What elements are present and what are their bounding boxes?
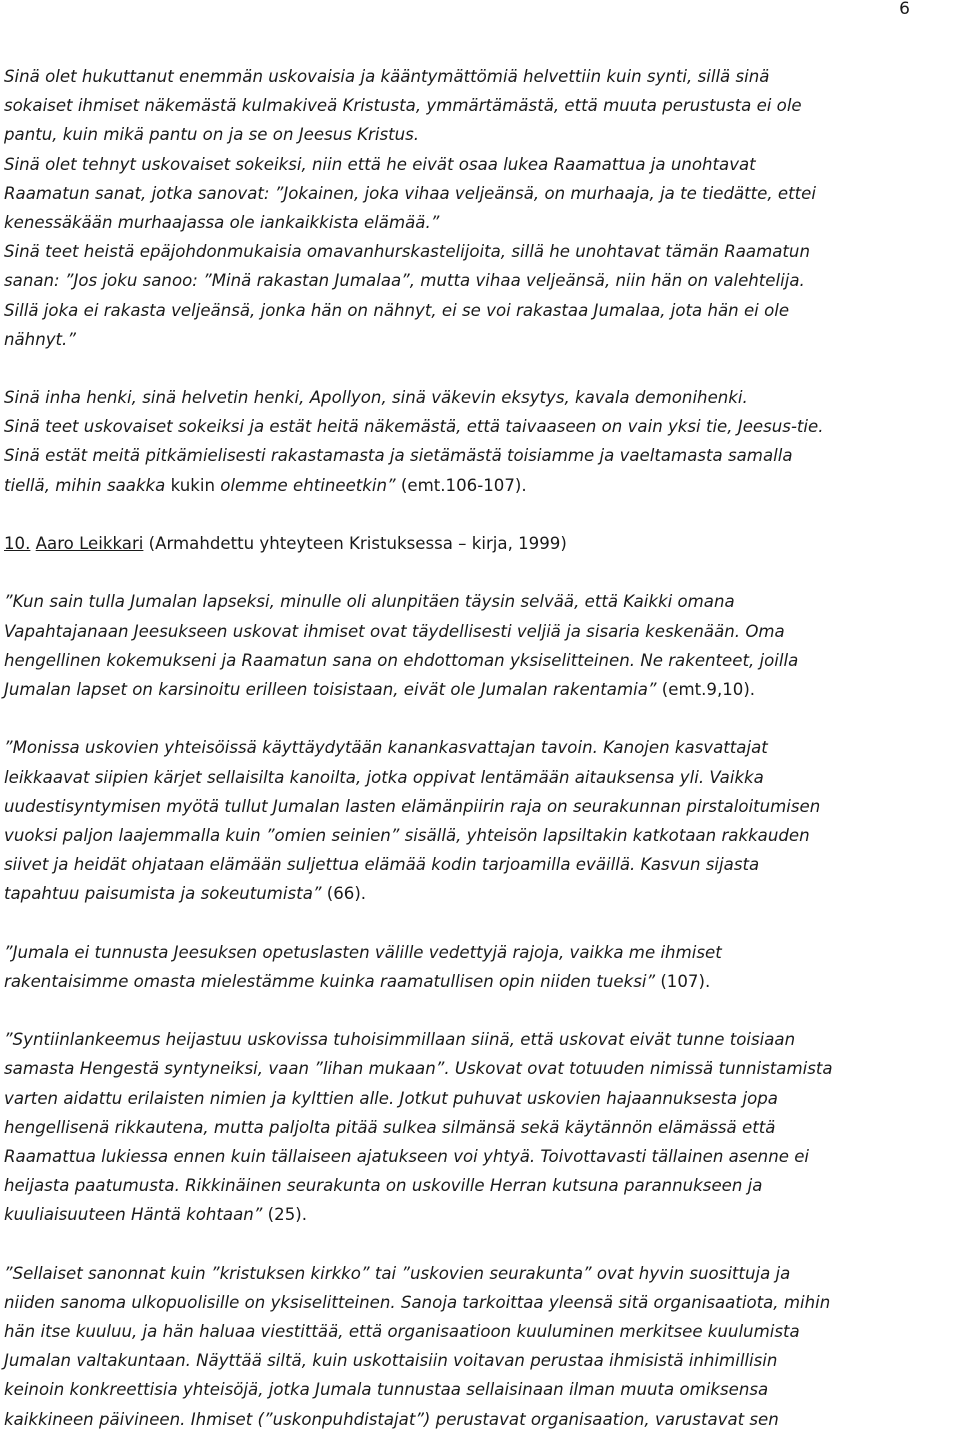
- text-line: ”Sellaiset sanonnat kuin ”kristuksen kirkko” tai ”uskovien seurakunta” ovat hyvin suosittuja ja: [4, 1263, 791, 1283]
- text-line: ”Jumala ei tunnusta Jeesuksen opetuslasten välille vedettyjä rajoja, vaikka me ihmiset: [4, 942, 722, 962]
- text-line: vuoksi paljon laajemmalla kuin ”omien seinien” sisällä, yhteisön lapsiltakin katkotaan rakkauden: [4, 825, 810, 845]
- text-line: ”Kun sain tulla Jumalan lapseksi, minulle oli alunpitäen täysin selvää, että Kaikki omana: [4, 592, 735, 612]
- text-line: leikkaavat siipien kärjet sellaisilta kanoilta, jotka oppivat lentämään aitauksensa yli. Vaikka: [4, 767, 764, 787]
- text-line: samasta Hengestä syntyneiksi, vaan ”lihan mukaan”. Uskovat ovat totuuden nimissä tunnistamista: [4, 1059, 833, 1079]
- paragraph-demon-spirit: [4, 383, 960, 500]
- text-line: siivet ja heidät ohjataan elämään suljettua elämää kodin tarjoamilla eväillä. Kasvun sijasta: [4, 855, 760, 875]
- text-line: Raamatun sanat, jotka sanovat: ”Jokainen, joka vihaa veljeänsä, on murhaaja, ja te tiedätte, ettei: [4, 183, 816, 203]
- text-line: sanan: ”Jos joku sanoo: ”Minä rakastan Jumalaa”, mutta vihaa veljeänsä, niin hän on valehtelija.: [4, 271, 805, 291]
- text-line: Sinä inha henki, sinä helvetin henki, Apollyon, sinä väkevin eksytys, kavala demonihenki.: [4, 388, 748, 408]
- text-line: hengellinen kokemukseni ja Raamatun sana on ehdottoman yksiselitteinen. Ne rakenteet, joilla: [4, 650, 799, 670]
- text-line: kuuliaisuuteen Häntä kohtaan” (25).: [4, 1205, 308, 1225]
- text-line: Raamattua lukiessa ennen kuin tällaiseen ajatukseen voi yhtyä. Toivottavasti tällainen asenne ei: [4, 1146, 810, 1166]
- document-body: [4, 62, 960, 1434]
- text-line: nähnyt.”: [4, 329, 76, 349]
- text-line: tiellä, mihin saakka kukin olemme ehtineetkin” (emt.106-107).: [4, 475, 527, 495]
- quote-paragraph: [4, 1025, 960, 1229]
- section-heading: [4, 529, 960, 558]
- section-number: 10.: [4, 534, 31, 553]
- text-line: hengellisenä rikkautena, mutta paljolta pitää sulkea silmänsä sekä käytännön elämässä että: [4, 1117, 776, 1137]
- text-line: kenessäkään murhaajassa ole iankaikkista elämää.”: [4, 212, 440, 232]
- text-line: rakentaisimme omasta mielestämme kuinka raamatullisen opin niiden tueksi” (107).: [4, 971, 711, 991]
- text-line: Vapahtajanaan Jeesukseen uskovat ihmiset ovat täydellisesti veljiä ja sisaria keskenään. Oma: [4, 621, 785, 641]
- author-name: Aaro Leikkari: [35, 534, 144, 553]
- text-line: sokaiset ihmiset näkemästä kulmakiveä Kristusta, ymmärtämästä, että muuta perustusta ei ole: [4, 96, 802, 116]
- text-line: uudestisyntymisen myötä tullut Jumalan lasten elämänpiirin raja on seurakunnan pirstaloitumisen: [4, 796, 821, 816]
- quote-paragraph: [4, 587, 960, 704]
- text-line: heijasta paatumusta. Rikkinäinen seurakunta on uskoville Herran kutsuna parannukseen ja: [4, 1176, 763, 1196]
- page-number: 6: [899, 0, 910, 19]
- text-line: pantu, kuin mikä pantu on ja se on Jeesus Kristus.: [4, 125, 420, 145]
- text-line: Sinä estät meitä pitkämielisesti rakastamasta ja sietämästä toisiamme ja vaeltamasta samalla: [4, 446, 793, 466]
- text-line: niiden sanoma ulkopuolisille on yksiselitteinen. Sanoja tarkoittaa yleensä sitä organisaatiota, mihin: [4, 1292, 831, 1312]
- text-line: ”Syntiinlankeemus heijastuu uskovissa tuhoisimmillaan siinä, että uskovat eivät tunne toisiaan: [4, 1030, 796, 1050]
- book-reference: (Armahdettu yhteyteen Kristuksessa – kirja, 1999): [143, 534, 567, 553]
- text-line: varten aidattu erilaisten nimien ja kylttien alle. Jotkut puhuvat uskovien hajaannuksesta jopa: [4, 1088, 778, 1108]
- text-line: Sinä teet uskovaiset sokeiksi ja estät heitä näkemästä, että taivaaseen on vain yksi tie, Jeesus-tie.: [4, 417, 824, 437]
- text-line: Sinä olet tehnyt uskovaiset sokeiksi, niin että he eivät osaa lukea Raamattua ja unohtavat: [4, 154, 756, 174]
- text-line: ”Monissa uskovien yhteisöissä käyttäydytään kanankasvattajan tavoin. Kanojen kasvattajat: [4, 738, 768, 758]
- quote-paragraph: [4, 733, 960, 908]
- text-line: Sillä joka ei rakasta veljeänsä, jonka hän on nähnyt, ei se voi rakastaa Jumalaa, jota hän ei ole: [4, 300, 790, 320]
- text-line: Sinä olet hukuttanut enemmän uskovaisia ja kääntymättömiä helvettiin kuin synti, sillä sinä: [4, 67, 770, 86]
- quote-paragraph: [4, 938, 960, 996]
- text-line: kaikkineen päivineen. Ihmiset (”uskonpuhdistajat”) perustavat organisaation, varustavat sen: [4, 1409, 779, 1429]
- text-line: Jumalan valtakuntaan. Näyttää siltä, kuin uskottaisiin voitavan perustaa ihmisistä inhimillisin: [4, 1351, 778, 1371]
- text-line: keinoin konkreettisia yhteisöjä, jotka Jumala tunnustaa sellaisinaan ilman muuta omiksensa: [4, 1380, 769, 1400]
- text-line: hän itse kuuluu, ja hän haluaa viestittää, että organisaatioon kuuluminen merkitsee kuulumista: [4, 1322, 800, 1342]
- text-line: tapahtuu paisumista ja sokeutumista” (66).: [4, 884, 367, 904]
- paragraph-apollyon-address: [4, 62, 960, 354]
- text-line: Jumalan lapset on karsinoitu erilleen toisistaan, eivät ole Jumalan rakentamia” (emt.9,10).: [4, 679, 756, 699]
- text-line: Sinä teet heistä epäjohdonmukaisia omavanhurskastelijoita, sillä he unohtavat tämän Raamatun: [4, 242, 810, 262]
- quote-paragraph: [4, 1259, 960, 1434]
